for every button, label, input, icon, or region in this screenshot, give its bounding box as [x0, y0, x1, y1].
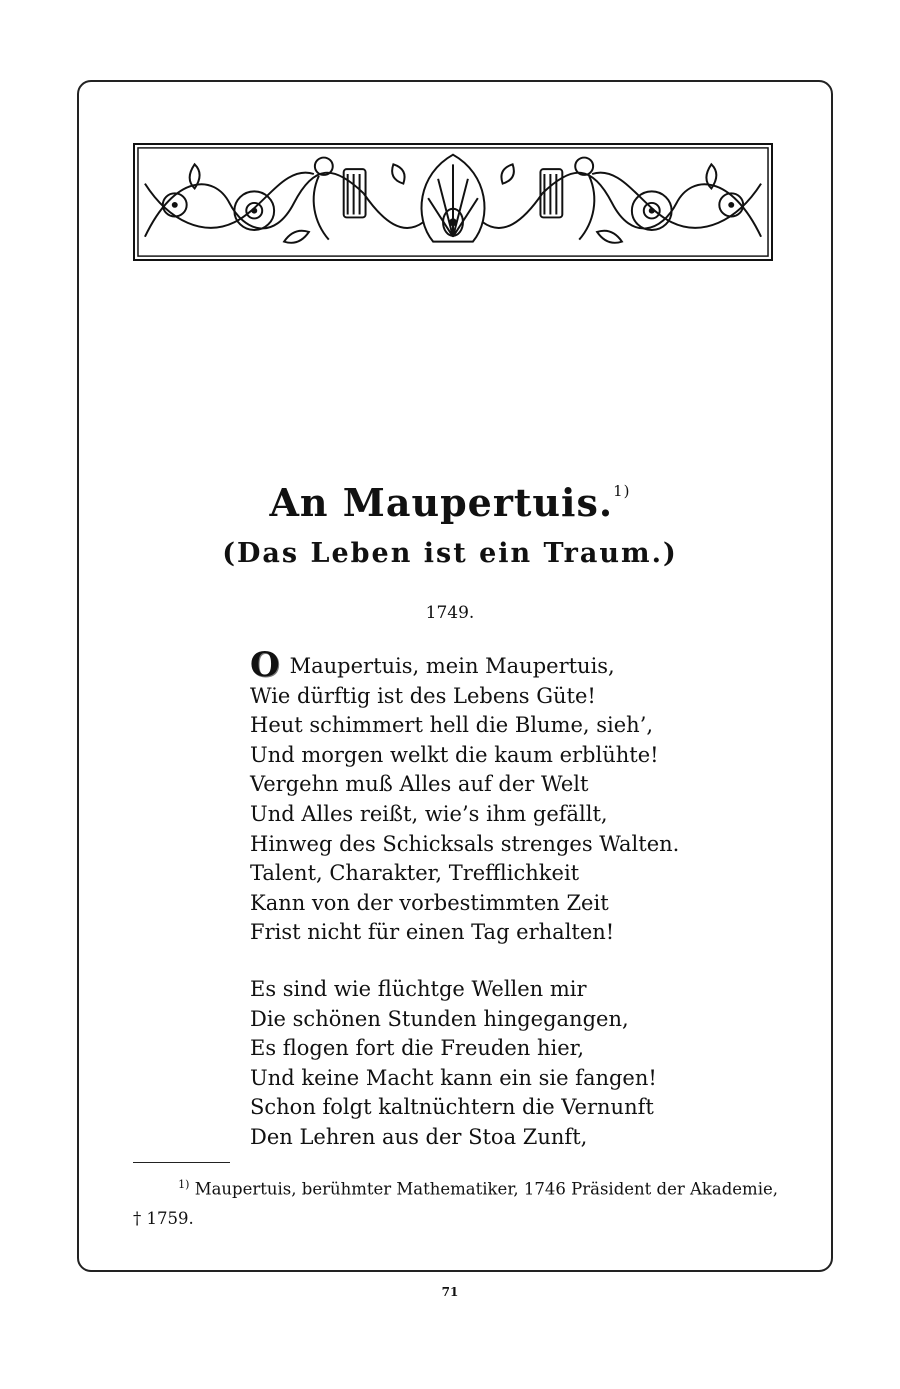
footnote-divider	[133, 1162, 230, 1163]
page-number: 71	[441, 1285, 459, 1299]
title-text: An Maupertuis.	[269, 480, 614, 525]
footnote-line: † 1759.	[133, 1208, 194, 1228]
stanza-1	[250, 645, 770, 948]
poem-subtitle: (Das Leben ist ein Traum.)	[222, 538, 678, 569]
verse-line: Wie dürftig ist des Lebens Güte!	[250, 683, 596, 708]
verse-text: Maupertuis, mein Maupertuis,	[289, 654, 615, 678]
verse-line: Es sind wie flüchtge Wellen mir	[250, 977, 587, 1001]
verse-line: Kann von der vorbestimmten Zeit	[250, 890, 609, 915]
footnote-line	[133, 1170, 778, 1204]
footnote	[133, 1170, 778, 1233]
verse-line: Talent, Charakter, Trefflichkeit	[250, 861, 580, 886]
verse-line: Heut schimmert hell die Blume, sieh’,	[250, 713, 654, 738]
footnote-marker: 1)	[178, 1178, 190, 1191]
verse-line: Frist nicht für einen Tag erhalten!	[250, 920, 615, 945]
verse-line: Den Lehren aus der Stoa Zunft,	[250, 1124, 588, 1149]
verse-line: Schon folgt kaltnüchtern die Vernunft	[250, 1095, 654, 1120]
verse-line: Hinweg des Schicksals strenges Walten.	[250, 831, 680, 856]
verse-line: Und keine Macht kann ein sie fangen!	[250, 1065, 657, 1090]
verse-line	[250, 645, 770, 685]
verse-line: Es flogen fort die Freuden hier,	[250, 1036, 585, 1061]
poem-year: 1749.	[425, 603, 475, 623]
drop-cap: O	[250, 645, 280, 685]
verse-line: Vergehn muß Alles auf der Welt	[250, 772, 589, 797]
stanza-2	[250, 975, 770, 1153]
ornamental-headpiece-icon	[133, 143, 773, 261]
verse-line: Die schönen Stunden hingegangen,	[250, 1006, 629, 1031]
title-footnote-marker: 1)	[613, 482, 631, 500]
footnote-text: Maupertuis, berühmter Mathematiker, 1746 Präsident der Akademie,	[194, 1179, 778, 1199]
verse-line: Und Alles reißt, wie’s ihm gefällt,	[250, 801, 608, 826]
poem-title	[0, 480, 900, 525]
verse-line: Und morgen welkt die kaum erblühte!	[250, 742, 659, 767]
